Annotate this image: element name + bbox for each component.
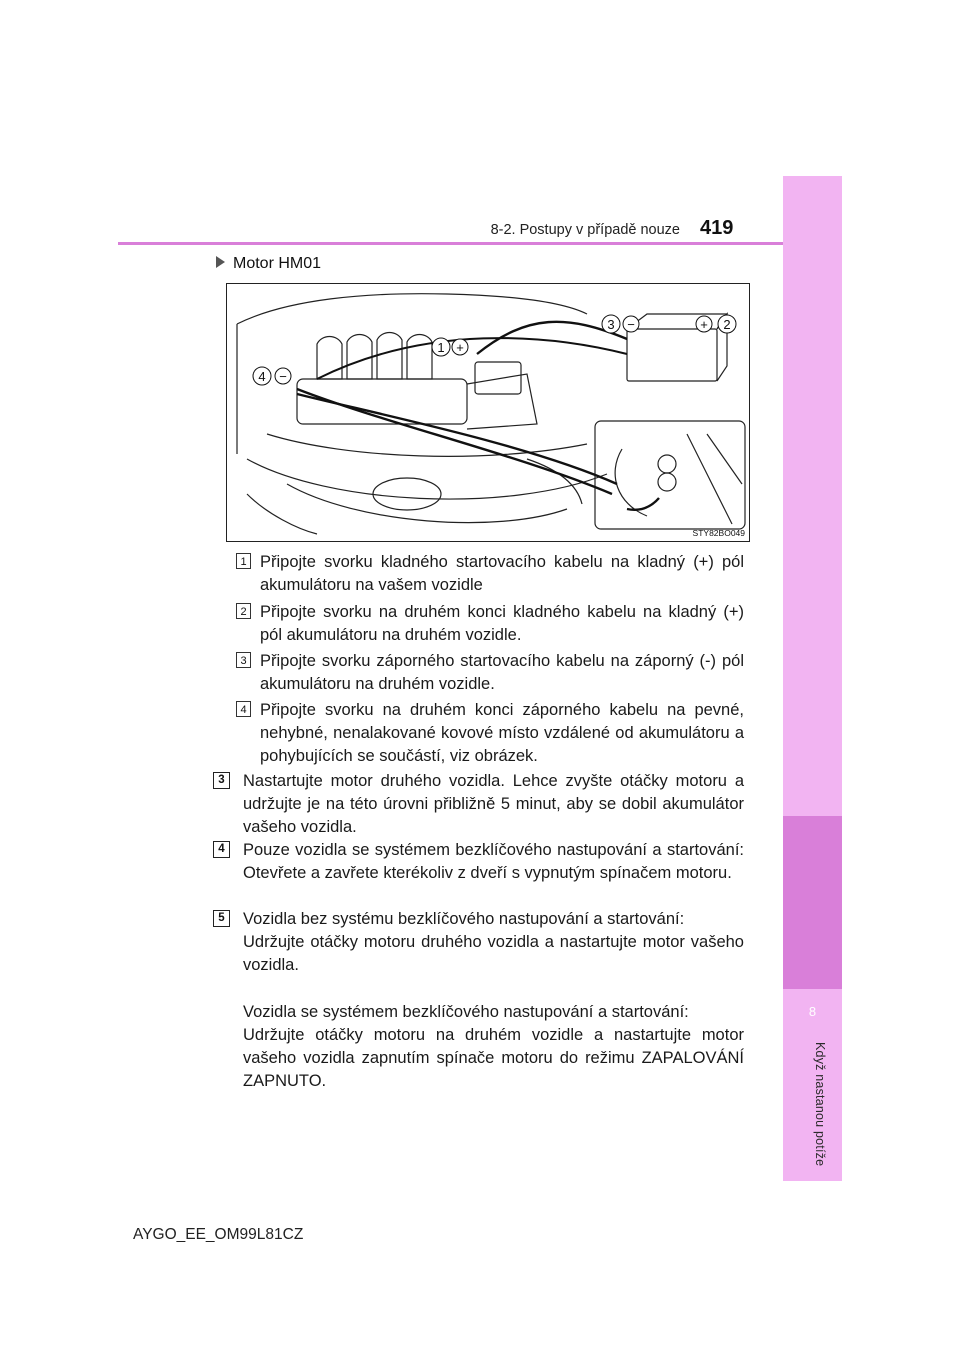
page-number: 419 (700, 217, 734, 239)
section-title: 8-2. Postupy v případě nouze (490, 222, 680, 238)
step-text-continued: Udržujte otáčky motoru druhého vozidla a nastartujte motor vašeho vozidla. (243, 933, 744, 974)
item-text: Připojte svorku kladného startovacího kabelu na kladný (+) pól akumulátoru na vašem vozidle (260, 553, 744, 594)
paragraph-body: Udržujte otáčky motoru na druhém vozidle a nastartujte motor vašeho vozidla zapnutím spínače motoru do režimu ZAPALOVÁNÍ ZAPNUTO. (243, 1026, 744, 1090)
step-text: Pouze vozidla se systémem bezklíčového nastupování a startování: Otevřete a zavřete kterékoliv z dveří s vypnutým spínačem motoru. (243, 841, 744, 882)
engine-illustration (227, 284, 749, 541)
svg-text:−: − (279, 369, 287, 384)
chapter-number-box (783, 816, 842, 989)
step-text: Vozidla bez systému bezklíčového nastupování a startování: (243, 910, 685, 928)
document-code: AYGO_EE_OM99L81CZ (133, 1226, 304, 1243)
item-number-box: 1 (236, 553, 251, 569)
item-number-box: 2 (236, 603, 251, 619)
callout-3: 3 (607, 317, 615, 332)
svg-text:+: + (456, 340, 464, 355)
figure-code: STY82BO049 (692, 528, 745, 538)
step-text: Nastartujte motor druhého vozidla. Lehce zvyšte otáčky motoru a udržujte je na této úrovni přibližně 5 minut, aby se dobil akumulátor vašeho vozidla. (243, 772, 744, 836)
item-number-box: 4 (236, 701, 251, 717)
callout-4: 4 (258, 369, 266, 384)
step-number-box: 3 (213, 772, 230, 789)
svg-text:+: + (700, 317, 708, 332)
engine-jumpstart-figure (226, 283, 750, 542)
item-text: Připojte svorku na druhém konci kladného kabelu na kladný (+) pól akumulátoru na druhém vozidle. (260, 603, 744, 644)
subheading (216, 255, 321, 273)
svg-text:−: − (627, 317, 635, 332)
item-number-box: 3 (236, 652, 251, 668)
step-number-box: 4 (213, 841, 230, 858)
paragraph-heading: Vozidla se systémem bezklíčového nastupování a startování: (243, 1003, 689, 1021)
chapter-title: Když nastanou potíže (813, 1042, 827, 1167)
header-rule (118, 242, 783, 245)
chapter-number: 8 (808, 1004, 817, 1019)
triangle-bullet-icon (216, 256, 225, 268)
item-text: Připojte svorku na druhém konci záporného kabelu na pevné, nehybné, nenalakované kovové místo vzdálené od akumulátoru a pohybujících se součástí, viz obrázek. (260, 701, 744, 765)
callout-1: 1 (437, 340, 445, 355)
chapter-side-tab (783, 176, 842, 1181)
subheading-text: Motor HM01 (233, 255, 322, 272)
item-text: Připojte svorku záporného startovacího kabelu na záporný (-) pól akumulátoru na druhém vozidle. (260, 652, 744, 693)
step-number-box: 5 (213, 910, 230, 927)
callout-2: 2 (723, 317, 731, 332)
